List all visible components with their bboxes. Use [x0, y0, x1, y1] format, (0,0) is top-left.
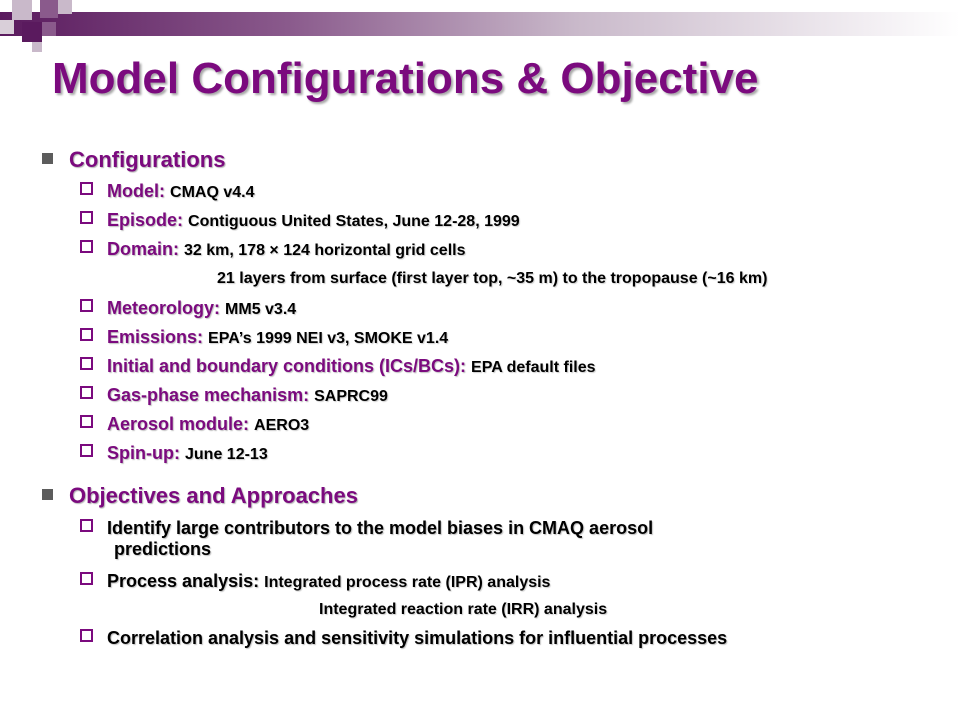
hollow-square-bullet-icon — [80, 444, 93, 457]
config-item-value: SAPRC99 — [314, 388, 388, 405]
header-square-2 — [40, 0, 58, 18]
header-square-4 — [22, 22, 42, 42]
config-item-model — [80, 181, 254, 203]
objective-item-correlation — [80, 628, 727, 648]
hollow-square-bullet-icon — [80, 519, 93, 532]
configurations-heading: Configurations — [69, 147, 226, 172]
hollow-square-bullet-icon — [80, 299, 93, 312]
config-item-episode — [80, 210, 520, 232]
config-item-label: Domain: — [107, 239, 179, 259]
hollow-square-bullet-icon — [80, 386, 93, 399]
header-square-6 — [32, 42, 42, 52]
config-item-label: Gas-phase mechanism: — [107, 385, 310, 405]
header-gradient-bar — [0, 12, 960, 36]
hollow-square-bullet-icon — [80, 415, 93, 428]
hollow-square-bullet-icon — [80, 357, 93, 370]
objective-label: Process analysis: — [107, 571, 260, 591]
objective-text: Identify large contributors to the model biases in CMAQ aerosol — [107, 518, 654, 538]
objective-value: Integrated process rate (IPR) analysis — [264, 574, 551, 591]
header-square-3 — [58, 0, 72, 14]
config-item-label: Spin-up: — [107, 443, 180, 463]
hollow-square-bullet-icon — [80, 240, 93, 253]
config-item-value: MM5 v3.4 — [225, 301, 297, 318]
objective-item-identify-wrap: predictions — [114, 539, 212, 559]
config-item-domain — [80, 239, 465, 261]
objective-text: Correlation analysis and sensitivity simulations for influential processes — [107, 628, 728, 648]
objectives-heading: Objectives and Approaches — [69, 483, 358, 508]
config-item-label: Meteorology: — [107, 298, 221, 318]
config-item-value: CMAQ v4.4 — [170, 184, 255, 201]
config-item-label: Model: — [107, 181, 165, 201]
hollow-square-bullet-icon — [80, 572, 93, 585]
config-item-value: Contiguous United States, June 12-28, 1999 — [188, 213, 520, 230]
config-item-emissions — [80, 327, 448, 349]
hollow-square-bullet-icon — [80, 328, 93, 341]
hollow-square-bullet-icon — [80, 629, 93, 642]
objectives-heading-row — [42, 483, 358, 509]
header-square-1 — [12, 0, 32, 20]
hollow-square-bullet-icon — [80, 182, 93, 195]
config-item-gas-phase — [80, 385, 388, 407]
header-square-5 — [42, 22, 56, 36]
config-item-label: Episode: — [107, 210, 184, 230]
config-item-label: Aerosol module: — [107, 414, 250, 434]
config-item-value: 32 km, 178 × 124 horizontal grid cells — [184, 242, 466, 259]
config-item-meteorology — [80, 298, 296, 320]
hollow-square-bullet-icon — [80, 211, 93, 224]
square-bullet-icon — [42, 489, 53, 500]
configurations-heading-row — [42, 147, 225, 173]
header-square-7 — [0, 20, 14, 34]
objective-item-process-analysis — [80, 571, 550, 593]
domain-continuation: 21 layers from surface (first layer top, ~35 m) to the tropopause (~16 km) — [217, 270, 768, 287]
config-item-value: June 12-13 — [185, 446, 268, 463]
objective-item-identify — [80, 518, 653, 538]
slide-title: Model Configurations & Objective — [52, 54, 759, 103]
config-item-label: Initial and boundary conditions (ICs/BCs): — [107, 356, 467, 376]
config-item-spin-up — [80, 443, 268, 465]
process-analysis-continuation: Integrated reaction rate (IRR) analysis — [319, 601, 608, 618]
config-item-ics-bcs — [80, 356, 596, 378]
config-item-label: Emissions: — [107, 327, 204, 347]
config-item-value: AERO3 — [254, 417, 310, 434]
config-item-value: EPA default files — [471, 359, 596, 376]
square-bullet-icon — [42, 153, 53, 164]
config-item-aerosol — [80, 414, 309, 436]
config-item-value: EPA’s 1999 NEI v3, SMOKE v1.4 — [208, 330, 449, 347]
